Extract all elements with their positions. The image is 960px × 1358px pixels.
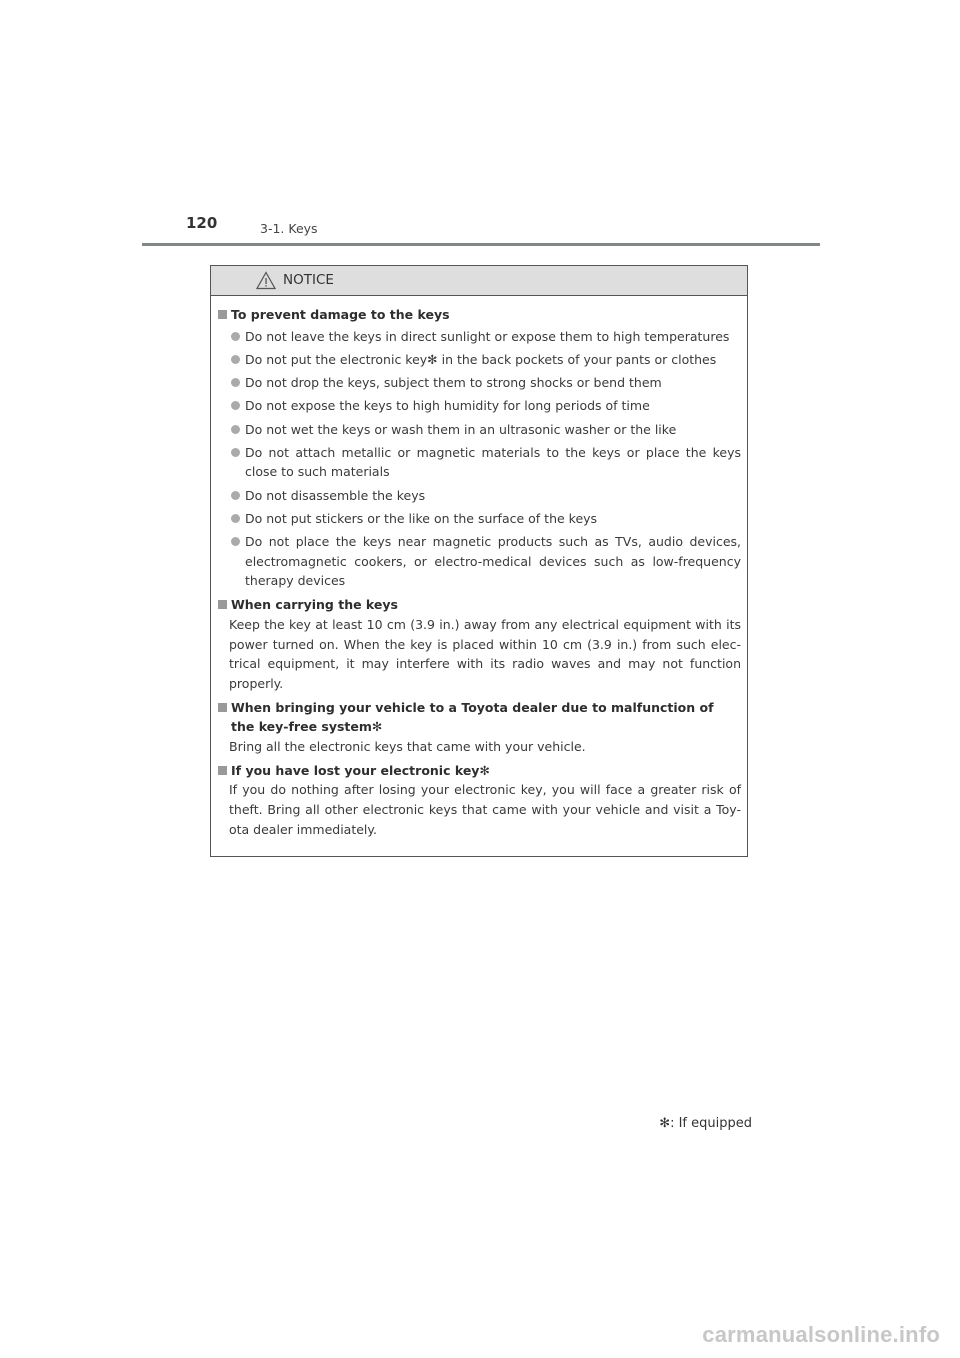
section-key-damage — [217, 305, 741, 591]
section-text: Bring all the electronic keys that came with your vehicle. — [229, 739, 586, 755]
dot-bullet-icon — [231, 491, 240, 500]
section-heading: When bringing your vehicle to a Toyota dealer due to malfunction of the key-free system✻ — [217, 698, 741, 737]
dot-bullet-icon — [231, 401, 240, 410]
section-text: Keep the key at least 10 cm (3.9 in.) away from any electrical equipment with its power turned on. When the key is placed within 10 cm (3.9 in.) from such elec-trical equipment, it may interfere with its radio waves and may not function properly. — [229, 616, 741, 691]
section-heading: If you have lost your electronic key✻ — [217, 761, 741, 781]
warning-triangle-icon — [256, 271, 276, 290]
header-divider — [142, 243, 820, 246]
list-item: Do not expose the keys to high humidity for long periods of time — [217, 396, 741, 416]
section-heading: When carrying the keys — [217, 595, 741, 615]
notice-box — [210, 265, 748, 857]
watermark: carmanualsonline.info — [702, 1322, 940, 1347]
square-bullet-icon — [218, 600, 227, 609]
list-item: Do not leave the keys in direct sunlight or expose them to high temperatures — [217, 327, 741, 347]
square-bullet-icon — [218, 310, 227, 319]
section-carrying-keys — [217, 595, 741, 694]
square-bullet-icon — [218, 766, 227, 775]
notice-header — [211, 266, 747, 296]
dot-bullet-icon — [231, 514, 240, 523]
list-item: Do not wet the keys or wash them in an ultrasonic washer or the like — [217, 420, 741, 440]
list-item: Do not disassemble the keys — [217, 486, 741, 506]
page-number: 120 — [186, 214, 218, 232]
notice-title: NOTICE — [283, 272, 334, 288]
bullet-list — [217, 327, 741, 591]
list-item: Do not put stickers or the like on the surface of the keys — [217, 509, 741, 529]
section-heading: To prevent damage to the keys — [217, 305, 741, 325]
dot-bullet-icon — [231, 355, 240, 364]
square-bullet-icon — [218, 703, 227, 712]
dot-bullet-icon — [231, 537, 240, 546]
notice-body — [211, 296, 747, 840]
section-label: 3-1. Keys — [260, 221, 318, 236]
footnote: ✻: If equipped — [659, 1116, 752, 1131]
dot-bullet-icon — [231, 332, 240, 341]
list-item: Do not put the electronic key✻ in the back pockets of your pants or clothes — [217, 350, 741, 370]
section-text: If you do nothing after losing your electronic key, you will face a greater risk of theft. Bring all other electronic keys that came with your vehicle and visit a Toy-ota dealer immediately. — [229, 782, 741, 837]
dot-bullet-icon — [231, 378, 240, 387]
list-item: Do not attach metallic or magnetic materials to the keys or place the keys close to such materials — [217, 443, 741, 482]
section-lost-key — [217, 761, 741, 840]
dot-bullet-icon — [231, 425, 240, 434]
list-item: Do not place the keys near magnetic products such as TVs, audio devices, electromagnetic cookers, or electro-medical devices such as low-frequency therapy devices — [217, 532, 741, 591]
dot-bullet-icon — [231, 448, 240, 457]
section-dealer-malfunction — [217, 698, 741, 757]
list-item: Do not drop the keys, subject them to strong shocks or bend them — [217, 373, 741, 393]
